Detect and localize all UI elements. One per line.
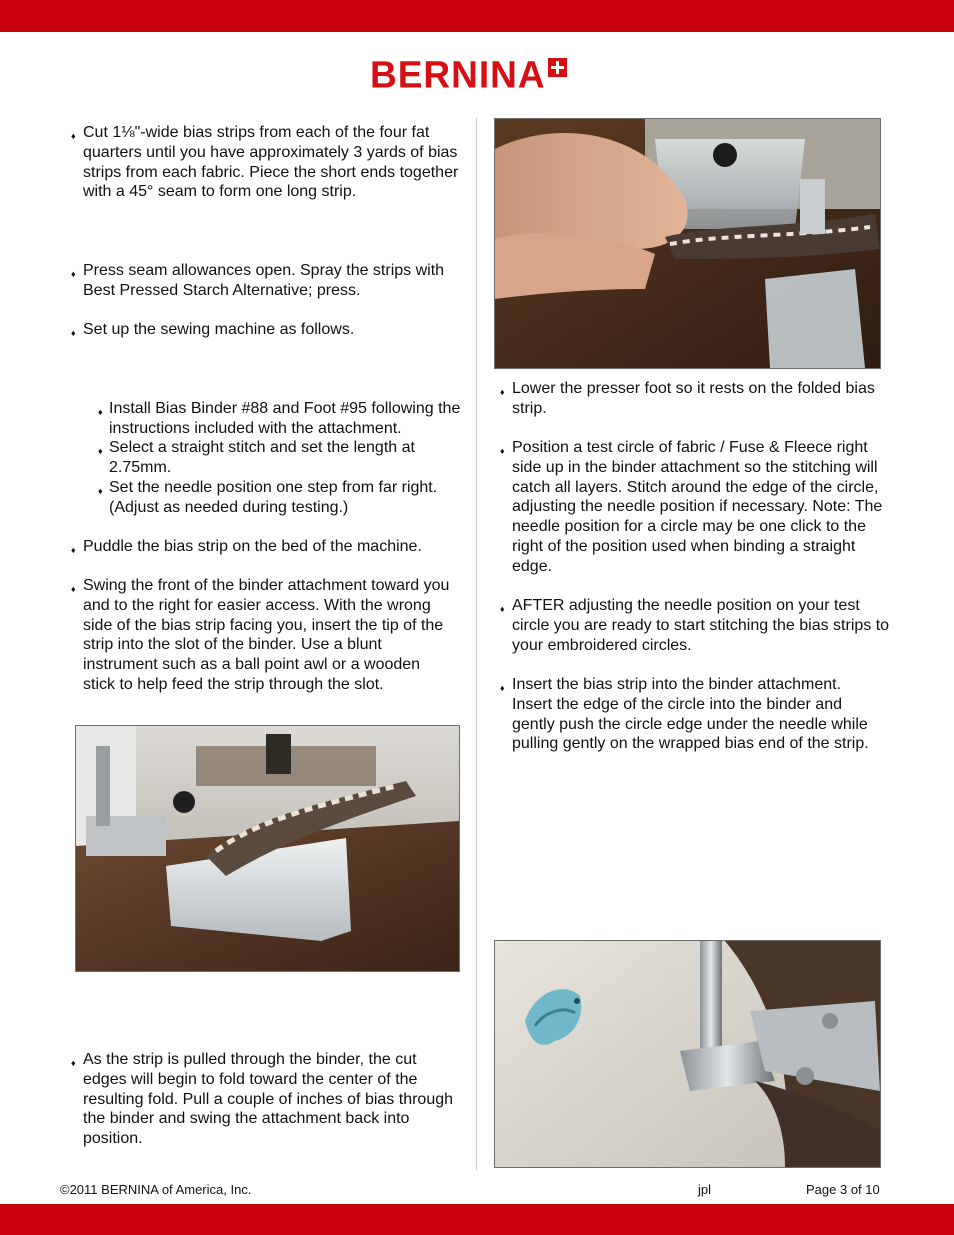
step-pull-strip: As the strip is pulled through the binder, the cut edges will begin to fold toward the center of the resulting fold. Pull a couple of inches of bias through the binder and swing the attachment back into position. (83, 1051, 454, 1148)
swiss-cross-icon (548, 58, 567, 77)
photo-stitching-circle (494, 940, 881, 1168)
step-puddle-strip: Puddle the bias strip on the bed of the machine. (83, 538, 422, 555)
bullet-icon: ♦ (71, 269, 76, 279)
bullet-icon: ♦ (71, 328, 76, 338)
bernina-logo (370, 54, 567, 94)
bullet-icon: ♦ (500, 387, 505, 397)
step-cut-strips: Cut 1⅛"-wide bias strips from each of the four fat quarters until you have approximately 3 yards of bias strips from each fabric. Piece the short ends together with a 45° seam to form one long strip. (83, 124, 459, 201)
footer-page-number: Page 3 of 10 (806, 1182, 880, 1197)
step-press-seams: Press seam allowances open. Spray the strips with Best Pressed Starch Alternative; press. (83, 262, 445, 299)
bullet-icon: ♦ (71, 545, 76, 555)
footer-band (0, 1204, 954, 1235)
bullet-icon: ♦ (71, 1058, 76, 1068)
bullet-icon: ♦ (98, 407, 103, 417)
bullet-icon: ♦ (500, 683, 505, 693)
footer-copyright: ©2011 BERNINA of America, Inc. (60, 1182, 252, 1197)
substep-install-binder: Install Bias Binder #88 and Foot #95 following the instructions included with the attachment. (109, 400, 461, 437)
bullet-icon: ♦ (500, 604, 505, 614)
step-insert-strip: Insert the bias strip into the binder attachment. Insert the edge of the circle into the binder and gently push the circle edge under the needle while pulling gently on the wrapped bias end of the strip. (512, 676, 869, 753)
footer-author: jpl (698, 1182, 712, 1197)
substep-straight-stitch: Select a straight stitch and set the length at 2.75mm. (109, 439, 415, 476)
bullet-icon: ♦ (98, 486, 103, 496)
logo-wordmark: BERNINA (370, 53, 546, 95)
photo-hand-on-binder (494, 118, 881, 369)
photo-binder-feeding (75, 725, 460, 972)
header-band (0, 0, 954, 32)
step-swing-binder: Swing the front of the binder attachment toward you and to the right for easier access. With the wrong side of the bias strip facing you, insert the tip of the strip into the slot of the binder. Use a blunt instrument such as a ball point awl or a wooden stick to help feed the strip through the slot. (83, 577, 450, 693)
bullet-icon: ♦ (71, 131, 76, 141)
substep-needle-position: Set the needle position one step from far right. (Adjust as needed during testing.) (109, 479, 438, 516)
step-after-adjusting: AFTER adjusting the needle position on your test circle you are ready to start stitching the bias strips to your embroidered circles. (512, 597, 890, 654)
step-setup-machine: Set up the sewing machine as follows. (83, 321, 355, 338)
column-divider (476, 118, 477, 1170)
bullet-icon: ♦ (98, 446, 103, 456)
bullet-icon: ♦ (71, 584, 76, 594)
step-lower-presser-foot: Lower the presser foot so it rests on the folded bias strip. (512, 380, 875, 417)
bullet-icon: ♦ (500, 446, 505, 456)
step-test-circle: Position a test circle of fabric / Fuse & Fleece right side up in the binder attachment so the stitching will catch all layers. Stitch around the edge of the circle, adjusting the needle position if necessary. Note: The needle position for a circle may be one click to the right of the position used when binding a straight edge. (512, 439, 883, 575)
